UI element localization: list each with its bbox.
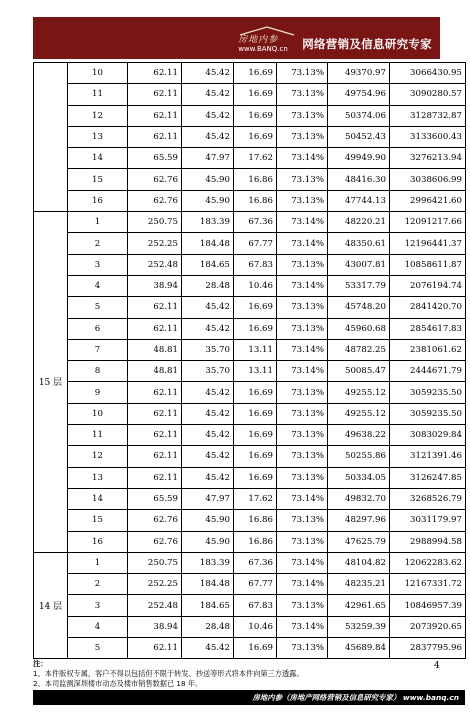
- value-cell: 49255.12: [328, 382, 390, 403]
- room-number-cell: 13: [68, 467, 128, 488]
- value-cell: 3128732.87: [390, 105, 466, 126]
- floor-label: 14 层: [34, 552, 68, 658]
- value-cell: 16.69: [234, 84, 277, 105]
- floor-label: 15 层: [34, 212, 68, 553]
- value-cell: 16.69: [234, 297, 277, 318]
- value-cell: 184.48: [182, 574, 234, 595]
- room-number-cell: 7: [68, 339, 128, 360]
- value-cell: 3268526.79: [390, 488, 466, 509]
- value-cell: 73.13%: [277, 531, 328, 552]
- value-cell: 49638.22: [328, 425, 390, 446]
- value-cell: 16.86: [234, 190, 277, 211]
- room-number-cell: 16: [68, 190, 128, 211]
- value-cell: 73.13%: [277, 105, 328, 126]
- value-cell: 62.76: [128, 169, 182, 190]
- value-cell: 53259.39: [328, 616, 390, 637]
- value-cell: 16.69: [234, 403, 277, 424]
- table-row: [34, 169, 466, 190]
- value-cell: 73.14%: [277, 212, 328, 233]
- value-cell: 184.65: [182, 595, 234, 616]
- value-cell: 73.13%: [277, 403, 328, 424]
- value-cell: 43007.81: [328, 254, 390, 275]
- table-row: [34, 318, 466, 339]
- footnote: [33, 659, 465, 688]
- value-cell: 35.70: [182, 361, 234, 382]
- floor-label: [34, 63, 68, 212]
- table-row: [34, 212, 466, 233]
- table-row: [34, 126, 466, 147]
- room-number-cell: 14: [68, 148, 128, 169]
- value-cell: 67.77: [234, 233, 277, 254]
- value-cell: 49754.96: [328, 84, 390, 105]
- value-cell: 45.42: [182, 105, 234, 126]
- value-cell: 184.48: [182, 233, 234, 254]
- value-cell: 73.14%: [277, 339, 328, 360]
- value-cell: 73.13%: [277, 425, 328, 446]
- table-row: [34, 403, 466, 424]
- value-cell: 2988994.58: [390, 531, 466, 552]
- value-cell: 12167331.72: [390, 574, 466, 595]
- value-cell: 28.48: [182, 275, 234, 296]
- room-number-cell: 1: [68, 552, 128, 573]
- table-row: [34, 382, 466, 403]
- value-cell: 38.94: [128, 616, 182, 637]
- value-cell: 45.90: [182, 510, 234, 531]
- value-cell: 12062283.62: [390, 552, 466, 573]
- value-cell: 62.11: [128, 297, 182, 318]
- value-cell: 73.13%: [277, 254, 328, 275]
- value-cell: 183.39: [182, 212, 234, 233]
- value-cell: 2444671.79: [390, 361, 466, 382]
- value-cell: 28.48: [182, 616, 234, 637]
- value-cell: 62.11: [128, 105, 182, 126]
- value-cell: 252.25: [128, 233, 182, 254]
- room-number-cell: 10: [68, 63, 128, 84]
- value-cell: 45.42: [182, 638, 234, 659]
- value-cell: 47.97: [182, 148, 234, 169]
- value-cell: 3133600.43: [390, 126, 466, 147]
- value-cell: 73.13%: [277, 84, 328, 105]
- value-cell: 45960.68: [328, 318, 390, 339]
- value-cell: 3090280.57: [390, 84, 466, 105]
- value-cell: 2837795.96: [390, 638, 466, 659]
- value-cell: 10858611.87: [390, 254, 466, 275]
- room-number-cell: 10: [68, 403, 128, 424]
- footnote-line-1: 1、本件版权专属，客户不得以包括但不限于转发、抄送等形式将本件向第三方透露。: [33, 669, 304, 678]
- value-cell: 16.69: [234, 63, 277, 84]
- room-number-cell: 14: [68, 488, 128, 509]
- value-cell: 67.83: [234, 595, 277, 616]
- value-cell: 35.70: [182, 339, 234, 360]
- room-number-cell: 13: [68, 126, 128, 147]
- value-cell: 73.14%: [277, 361, 328, 382]
- value-cell: 45.42: [182, 318, 234, 339]
- value-cell: 2841420.70: [390, 297, 466, 318]
- table-row: [34, 510, 466, 531]
- room-number-cell: 11: [68, 425, 128, 446]
- value-cell: 73.13%: [277, 446, 328, 467]
- value-cell: 73.13%: [277, 126, 328, 147]
- value-cell: 73.13%: [277, 467, 328, 488]
- value-cell: 3121391.46: [390, 446, 466, 467]
- room-number-cell: 15: [68, 510, 128, 531]
- value-cell: 73.14%: [277, 148, 328, 169]
- value-cell: 48.81: [128, 339, 182, 360]
- value-cell: 3031179.97: [390, 510, 466, 531]
- value-cell: 47.97: [182, 488, 234, 509]
- value-cell: 13.11: [234, 361, 277, 382]
- value-cell: 62.76: [128, 190, 182, 211]
- table-row: [34, 84, 466, 105]
- table-row: [34, 148, 466, 169]
- logo-url: www.BANQ.cn: [238, 44, 288, 53]
- value-cell: 62.76: [128, 531, 182, 552]
- table-row: [34, 105, 466, 126]
- value-cell: 62.11: [128, 63, 182, 84]
- value-cell: 62.76: [128, 510, 182, 531]
- room-number-cell: 6: [68, 318, 128, 339]
- table-row: [34, 190, 466, 211]
- value-cell: 62.11: [128, 467, 182, 488]
- value-cell: 47625.79: [328, 531, 390, 552]
- sales-data-table: [33, 62, 466, 659]
- header-banner: [33, 17, 440, 59]
- value-cell: 48235.21: [328, 574, 390, 595]
- value-cell: 16.69: [234, 425, 277, 446]
- table-row: [34, 446, 466, 467]
- value-cell: 49255.12: [328, 403, 390, 424]
- value-cell: 10846957.39: [390, 595, 466, 616]
- value-cell: 48220.21: [328, 212, 390, 233]
- value-cell: 73.13%: [277, 318, 328, 339]
- room-number-cell: 12: [68, 105, 128, 126]
- value-cell: 2854617.83: [390, 318, 466, 339]
- room-number-cell: 4: [68, 616, 128, 637]
- value-cell: 3059235.50: [390, 382, 466, 403]
- value-cell: 67.36: [234, 212, 277, 233]
- room-number-cell: 5: [68, 297, 128, 318]
- value-cell: 53317.79: [328, 275, 390, 296]
- room-number-cell: 12: [68, 446, 128, 467]
- value-cell: 73.13%: [277, 169, 328, 190]
- room-number-cell: 11: [68, 84, 128, 105]
- value-cell: 73.14%: [277, 616, 328, 637]
- table-row: [34, 361, 466, 382]
- value-cell: 50085.47: [328, 361, 390, 382]
- value-cell: 45748.20: [328, 297, 390, 318]
- value-cell: 183.39: [182, 552, 234, 573]
- table-row: [34, 552, 466, 573]
- table-row: [34, 467, 466, 488]
- house-roof-icon: [238, 26, 296, 36]
- value-cell: 252.25: [128, 574, 182, 595]
- value-cell: 67.77: [234, 574, 277, 595]
- value-cell: 50374.06: [328, 105, 390, 126]
- value-cell: 50452.43: [328, 126, 390, 147]
- value-cell: 252.48: [128, 595, 182, 616]
- value-cell: 45.42: [182, 126, 234, 147]
- table-row: [34, 595, 466, 616]
- value-cell: 250.75: [128, 552, 182, 573]
- value-cell: 45.90: [182, 190, 234, 211]
- value-cell: 16.69: [234, 105, 277, 126]
- value-cell: 65.59: [128, 488, 182, 509]
- value-cell: 3126247.85: [390, 467, 466, 488]
- value-cell: 45.42: [182, 84, 234, 105]
- table-row: [34, 254, 466, 275]
- table-row: [34, 63, 466, 84]
- table-row: [34, 297, 466, 318]
- value-cell: 184.65: [182, 254, 234, 275]
- value-cell: 73.14%: [277, 488, 328, 509]
- value-cell: 73.13%: [277, 297, 328, 318]
- page-number: 4: [434, 661, 440, 671]
- value-cell: 250.75: [128, 212, 182, 233]
- table-row: [34, 531, 466, 552]
- brand-logo: [238, 21, 432, 57]
- table-row: [34, 616, 466, 637]
- value-cell: 45689.84: [328, 638, 390, 659]
- value-cell: 3038606.99: [390, 169, 466, 190]
- value-cell: 73.13%: [277, 595, 328, 616]
- value-cell: 62.11: [128, 638, 182, 659]
- value-cell: 62.11: [128, 84, 182, 105]
- value-cell: 45.42: [182, 63, 234, 84]
- value-cell: 45.42: [182, 403, 234, 424]
- value-cell: 16.69: [234, 382, 277, 403]
- value-cell: 62.11: [128, 446, 182, 467]
- value-cell: 73.13%: [277, 382, 328, 403]
- value-cell: 73.13%: [277, 63, 328, 84]
- value-cell: 10.46: [234, 616, 277, 637]
- footnote-line-2: 2、本司监测深圳楼市动态及楼市销售数据已 18 年。: [33, 679, 203, 688]
- value-cell: 73.14%: [277, 233, 328, 254]
- room-number-cell: 9: [68, 382, 128, 403]
- value-cell: 2073920.65: [390, 616, 466, 637]
- value-cell: 73.13%: [277, 638, 328, 659]
- value-cell: 48416.30: [328, 169, 390, 190]
- value-cell: 73.14%: [277, 574, 328, 595]
- table-row: [34, 425, 466, 446]
- value-cell: 62.11: [128, 403, 182, 424]
- room-number-cell: 5: [68, 638, 128, 659]
- value-cell: 16.86: [234, 531, 277, 552]
- value-cell: 47744.13: [328, 190, 390, 211]
- value-cell: 73.14%: [277, 552, 328, 573]
- value-cell: 16.69: [234, 126, 277, 147]
- value-cell: 17.62: [234, 488, 277, 509]
- value-cell: 17.62: [234, 148, 277, 169]
- footnote-label: 注：: [33, 659, 48, 668]
- value-cell: 62.11: [128, 126, 182, 147]
- value-cell: 38.94: [128, 275, 182, 296]
- footer-bar: 房地内参（房地产网络营销及信息研究专家） www.banq.cn: [33, 690, 465, 705]
- value-cell: 12091217.66: [390, 212, 466, 233]
- value-cell: 45.42: [182, 382, 234, 403]
- value-cell: 2381061.62: [390, 339, 466, 360]
- value-cell: 13.11: [234, 339, 277, 360]
- value-cell: 65.59: [128, 148, 182, 169]
- value-cell: 16.69: [234, 318, 277, 339]
- value-cell: 3059235.50: [390, 403, 466, 424]
- value-cell: 50334.05: [328, 467, 390, 488]
- value-cell: 16.69: [234, 638, 277, 659]
- value-cell: 252.48: [128, 254, 182, 275]
- logo-mark: [238, 26, 296, 53]
- value-cell: 67.36: [234, 552, 277, 573]
- value-cell: 45.42: [182, 467, 234, 488]
- room-number-cell: 16: [68, 531, 128, 552]
- value-cell: 16.86: [234, 169, 277, 190]
- value-cell: 16.69: [234, 446, 277, 467]
- logo-title: 网络营销及信息研究专家: [302, 37, 432, 51]
- value-cell: 67.83: [234, 254, 277, 275]
- value-cell: 3276213.94: [390, 148, 466, 169]
- table-row: [34, 339, 466, 360]
- value-cell: 42961.65: [328, 595, 390, 616]
- table-row: [34, 275, 466, 296]
- table-row: [34, 574, 466, 595]
- room-number-cell: 4: [68, 275, 128, 296]
- value-cell: 2076194.74: [390, 275, 466, 296]
- value-cell: 48782.25: [328, 339, 390, 360]
- value-cell: 45.90: [182, 169, 234, 190]
- table-row: [34, 488, 466, 509]
- value-cell: 50255.86: [328, 446, 390, 467]
- value-cell: 62.11: [128, 382, 182, 403]
- room-number-cell: 1: [68, 212, 128, 233]
- value-cell: 3066430.95: [390, 63, 466, 84]
- room-number-cell: 8: [68, 361, 128, 382]
- value-cell: 45.90: [182, 531, 234, 552]
- value-cell: 62.11: [128, 318, 182, 339]
- value-cell: 62.11: [128, 425, 182, 446]
- value-cell: 48104.82: [328, 552, 390, 573]
- room-number-cell: 2: [68, 574, 128, 595]
- value-cell: 49949.90: [328, 148, 390, 169]
- room-number-cell: 3: [68, 254, 128, 275]
- value-cell: 16.69: [234, 467, 277, 488]
- room-number-cell: 3: [68, 595, 128, 616]
- value-cell: 45.42: [182, 446, 234, 467]
- logo-script-text: 房地内参: [238, 34, 279, 45]
- value-cell: 2996421.60: [390, 190, 466, 211]
- value-cell: 45.42: [182, 297, 234, 318]
- room-number-cell: 15: [68, 169, 128, 190]
- value-cell: 16.86: [234, 510, 277, 531]
- value-cell: 12196441.37: [390, 233, 466, 254]
- table-row: [34, 233, 466, 254]
- value-cell: 45.42: [182, 425, 234, 446]
- value-cell: 73.13%: [277, 190, 328, 211]
- value-cell: 49370.97: [328, 63, 390, 84]
- room-number-cell: 2: [68, 233, 128, 254]
- value-cell: 48297.96: [328, 510, 390, 531]
- value-cell: 48350.61: [328, 233, 390, 254]
- value-cell: 49832.70: [328, 488, 390, 509]
- value-cell: 3083029.84: [390, 425, 466, 446]
- value-cell: 73.13%: [277, 510, 328, 531]
- value-cell: 48.81: [128, 361, 182, 382]
- value-cell: 73.14%: [277, 275, 328, 296]
- value-cell: 10.46: [234, 275, 277, 296]
- table-row: [34, 638, 466, 659]
